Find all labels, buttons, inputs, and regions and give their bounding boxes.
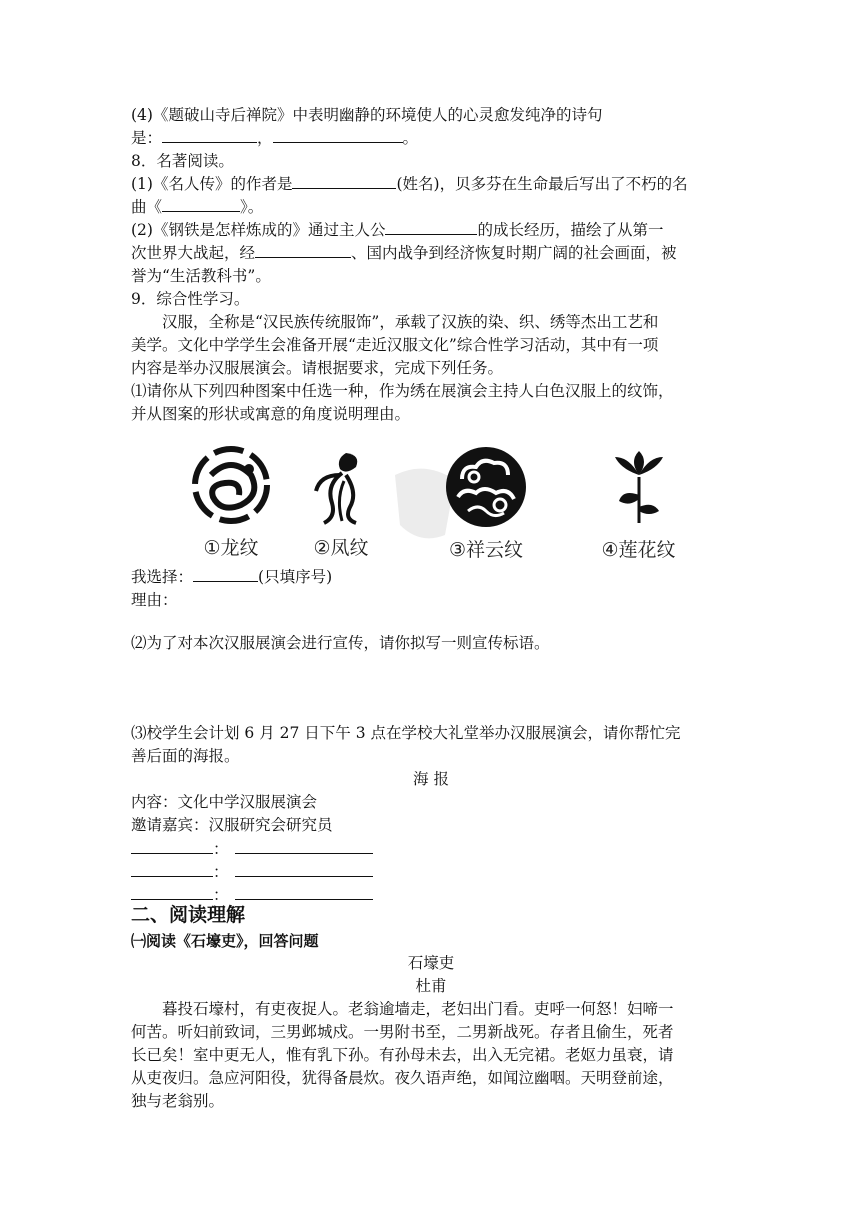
pattern-label: ④莲花纹 (601, 539, 676, 561)
answer-blank[interactable] (162, 127, 257, 143)
q8-p1-line2: 曲《 》。 (131, 198, 264, 216)
poem-line: 暮投石壕村，有吏夜捉人。老翁逾墙走，老妇出门看。吏呼一何怒！妇啼一 (162, 1000, 674, 1018)
pattern-label: ③祥云纹 (448, 539, 524, 561)
pattern-figure-row (186, 445, 686, 560)
cloud-icon (444, 445, 528, 529)
section-heading: 二、阅读理解 (131, 904, 246, 926)
answer-blank[interactable] (273, 127, 403, 143)
dragon-icon (191, 445, 271, 525)
q8-p1-line1: (1)《名人传》的作者是 (姓名)，贝多芬在生命最后写出了不朽的名 (131, 175, 688, 193)
answer-blank[interactable] (255, 242, 351, 258)
phoenix-icon (306, 445, 376, 525)
poem-line: 独与老翁别。 (131, 1092, 225, 1110)
poster-blank-row: ： (131, 838, 373, 860)
pattern-dragon[interactable] (186, 445, 276, 560)
poster-content-line: 内容：文化中学汉服展演会 (131, 793, 318, 811)
lotus-icon (609, 445, 669, 527)
poster-value-blank[interactable] (235, 838, 373, 854)
q9-task3-line2: 善后面的海报。 (131, 747, 240, 765)
q8-title: 8．名著阅读。 (131, 152, 234, 170)
choice-line: 我选择： (只填序号) (131, 568, 333, 586)
q9-title: 9．综合性学习。 (131, 290, 250, 308)
poster-guest-line: 邀请嘉宾：汉服研究会研究员 (131, 816, 333, 834)
reason-label: 理由： (131, 591, 178, 609)
q9-task2: ⑵为了对本次汉服展演会进行宣传，请你拟写一则宣传标语。 (131, 634, 550, 652)
poem-line: 何苦。听妇前致词，三男邺城戍。一男附书至，二男新战死。存者且偷生，死者 (131, 1023, 674, 1041)
poem-author: 杜甫 (415, 977, 447, 995)
q7-4-line1: (4)《题破山寺后禅院》中表明幽静的环境使人的心灵愈发纯净的诗句 (131, 106, 603, 124)
pattern-phoenix[interactable] (296, 445, 386, 560)
poster-title: 海 报 (413, 770, 449, 788)
poem-line: 从吏夜归。急应河阳役，犹得备晨炊。夜久语声绝，如闻泣幽咽。天明登前途， (131, 1069, 674, 1087)
q9-task3-line1: ⑶校学生会计划 6 月 27 日下午 3 点在学校大礼堂举办汉服展演会，请你帮忙完 (131, 724, 681, 742)
q9-task1-line2: 并从图案的形状或寓意的角度说明理由。 (131, 405, 411, 423)
q7-4-line2: 是： ， 。 (131, 129, 419, 147)
pattern-lotus[interactable] (591, 445, 686, 562)
poem-line: 长已矣！室中更无人，惟有乳下孙。有孙母未去，出入无完裙。老妪力虽衰，请 (131, 1046, 674, 1064)
pattern-cloud[interactable] (431, 445, 541, 562)
q8-p2-line2: 次世界大战起，经 、国内战争到经济恢复时期广阔的社会画面，被 (131, 244, 677, 262)
q9-intro-line3: 内容是举办汉服展演会。请根据要求，完成下列任务。 (131, 359, 504, 377)
poster-value-blank[interactable] (235, 884, 373, 900)
poster-label-blank[interactable] (131, 861, 213, 877)
answer-blank[interactable] (162, 196, 240, 212)
poster-label-blank[interactable] (131, 838, 213, 854)
answer-blank[interactable] (292, 173, 396, 189)
q9-task1-line1: ⑴请你从下列四种图案中任选一种，作为绣在展演会主持人白色汉服上的纹饰， (131, 382, 674, 400)
section-subheading: ㈠阅读《石壕吏》，回答问题 (131, 932, 319, 950)
poster-label-blank[interactable] (131, 884, 213, 900)
q8-p2-line1: (2)《钢铁是怎样炼成的》通过主人公 的成长经历，描绘了从第一 (131, 221, 664, 239)
q9-intro-line2: 美学。文化中学学生会准备开展“走近汉服文化”综合性学习活动，其中有一项 (131, 336, 659, 354)
pattern-label: ①龙纹 (203, 537, 259, 559)
q9-intro-line1: 汉服，全称是“汉民族传统服饰”，承载了汉族的染、织、绣等杰出工艺和 (162, 313, 659, 331)
q8-p2-line3: 誉为“生活教科书”。 (131, 267, 271, 285)
answer-blank[interactable] (385, 219, 477, 235)
poster-blank-row: ： (131, 861, 373, 883)
poster-value-blank[interactable] (235, 861, 373, 877)
poster-blank-row: ： (131, 884, 373, 906)
pattern-label: ②凤纹 (313, 537, 369, 559)
choice-blank[interactable] (193, 566, 258, 582)
poem-title: 石壕吏 (407, 954, 455, 972)
